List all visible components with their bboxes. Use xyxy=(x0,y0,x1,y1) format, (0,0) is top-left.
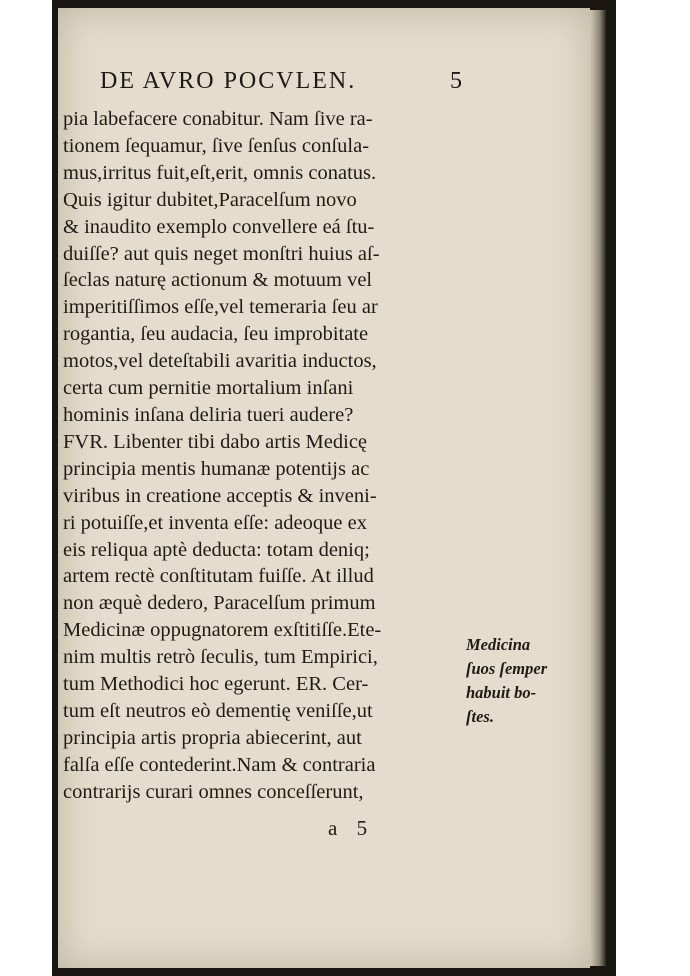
text-line: tum Methodici hoc egerunt. ER. Cer- xyxy=(63,673,369,696)
text-line: mus,irritus fuit,eſt,erit, omnis conatus. xyxy=(63,161,377,184)
text-line: Quis igitur dubitet,Paracelſum novo xyxy=(63,188,357,211)
text-line: tionem ſequamur, ſive ſenſus conſula- xyxy=(63,134,370,157)
text-line: pia labefacere conabitur. Nam ſive ra- xyxy=(63,108,373,130)
text-line: certa cum pernitie mortalium inſani xyxy=(63,377,354,400)
text-line: artem rectè conſtitutam fuiſſe. At illud xyxy=(63,565,374,588)
text-line: Medicinæ oppugnatorem exſtitiſſe.Ete- xyxy=(63,619,382,642)
text-line: principia mentis humanæ potentijs ac xyxy=(63,457,370,480)
text-line: contrarijs curari omnes conceſſerunt, xyxy=(63,780,364,803)
text-line: viribus in creatione acceptis & inveni- xyxy=(63,484,377,507)
text-line: & inaudito exemplo convellere eá ſtu- xyxy=(63,215,375,238)
body-text xyxy=(63,106,473,806)
text-line: duiſſe? aut quis neget monſtri huius aſ- xyxy=(63,242,380,265)
text-line: nim multis retrò ſeculis, tum Empirici, xyxy=(63,646,378,669)
running-title: DE AVRO POCVLEN. xyxy=(100,68,357,94)
marginal-note-line: ſuos ſemper xyxy=(466,659,548,678)
signature-mark: a 5 xyxy=(328,816,368,840)
text-line: hominis inſana deliria tueri audere? xyxy=(63,403,354,426)
text-line: tum eſt neutros eò dementię veniſſe,ut xyxy=(63,699,373,722)
marginal-note-line: habuit bo- xyxy=(466,683,537,702)
text-line: imperitiſſimos eſſe,vel temeraria ſeu ar xyxy=(63,296,378,319)
text-line: motos,vel deteſtabili avaritia inductos, xyxy=(63,350,377,373)
text-line: eis reliqua aptè deducta: totam deniq; xyxy=(63,538,370,561)
text-line: falſa eſſe contederint.Nam & contraria xyxy=(63,753,376,776)
text-line: ſeclas naturę actionum & motuum vel xyxy=(63,269,373,292)
marginal-note-line: ſtes. xyxy=(466,707,494,726)
page-edge xyxy=(590,10,606,966)
text-line: ri potuiſſe,et inventa eſſe: adeoque ex xyxy=(63,511,367,534)
text-line: non æquè dedero, Paracelſum primum xyxy=(63,592,376,615)
marginal-note xyxy=(466,633,576,729)
marginal-note-line: Medicina xyxy=(466,635,531,654)
text-line: FVR. Libenter tibi dabo artis Medicę xyxy=(63,430,368,453)
page-number: 5 xyxy=(450,68,462,94)
text-line: rogantia, ſeu audacia, ſeu improbitate xyxy=(63,323,369,346)
text-line: principia artis propria abiecerint, aut xyxy=(63,726,362,749)
